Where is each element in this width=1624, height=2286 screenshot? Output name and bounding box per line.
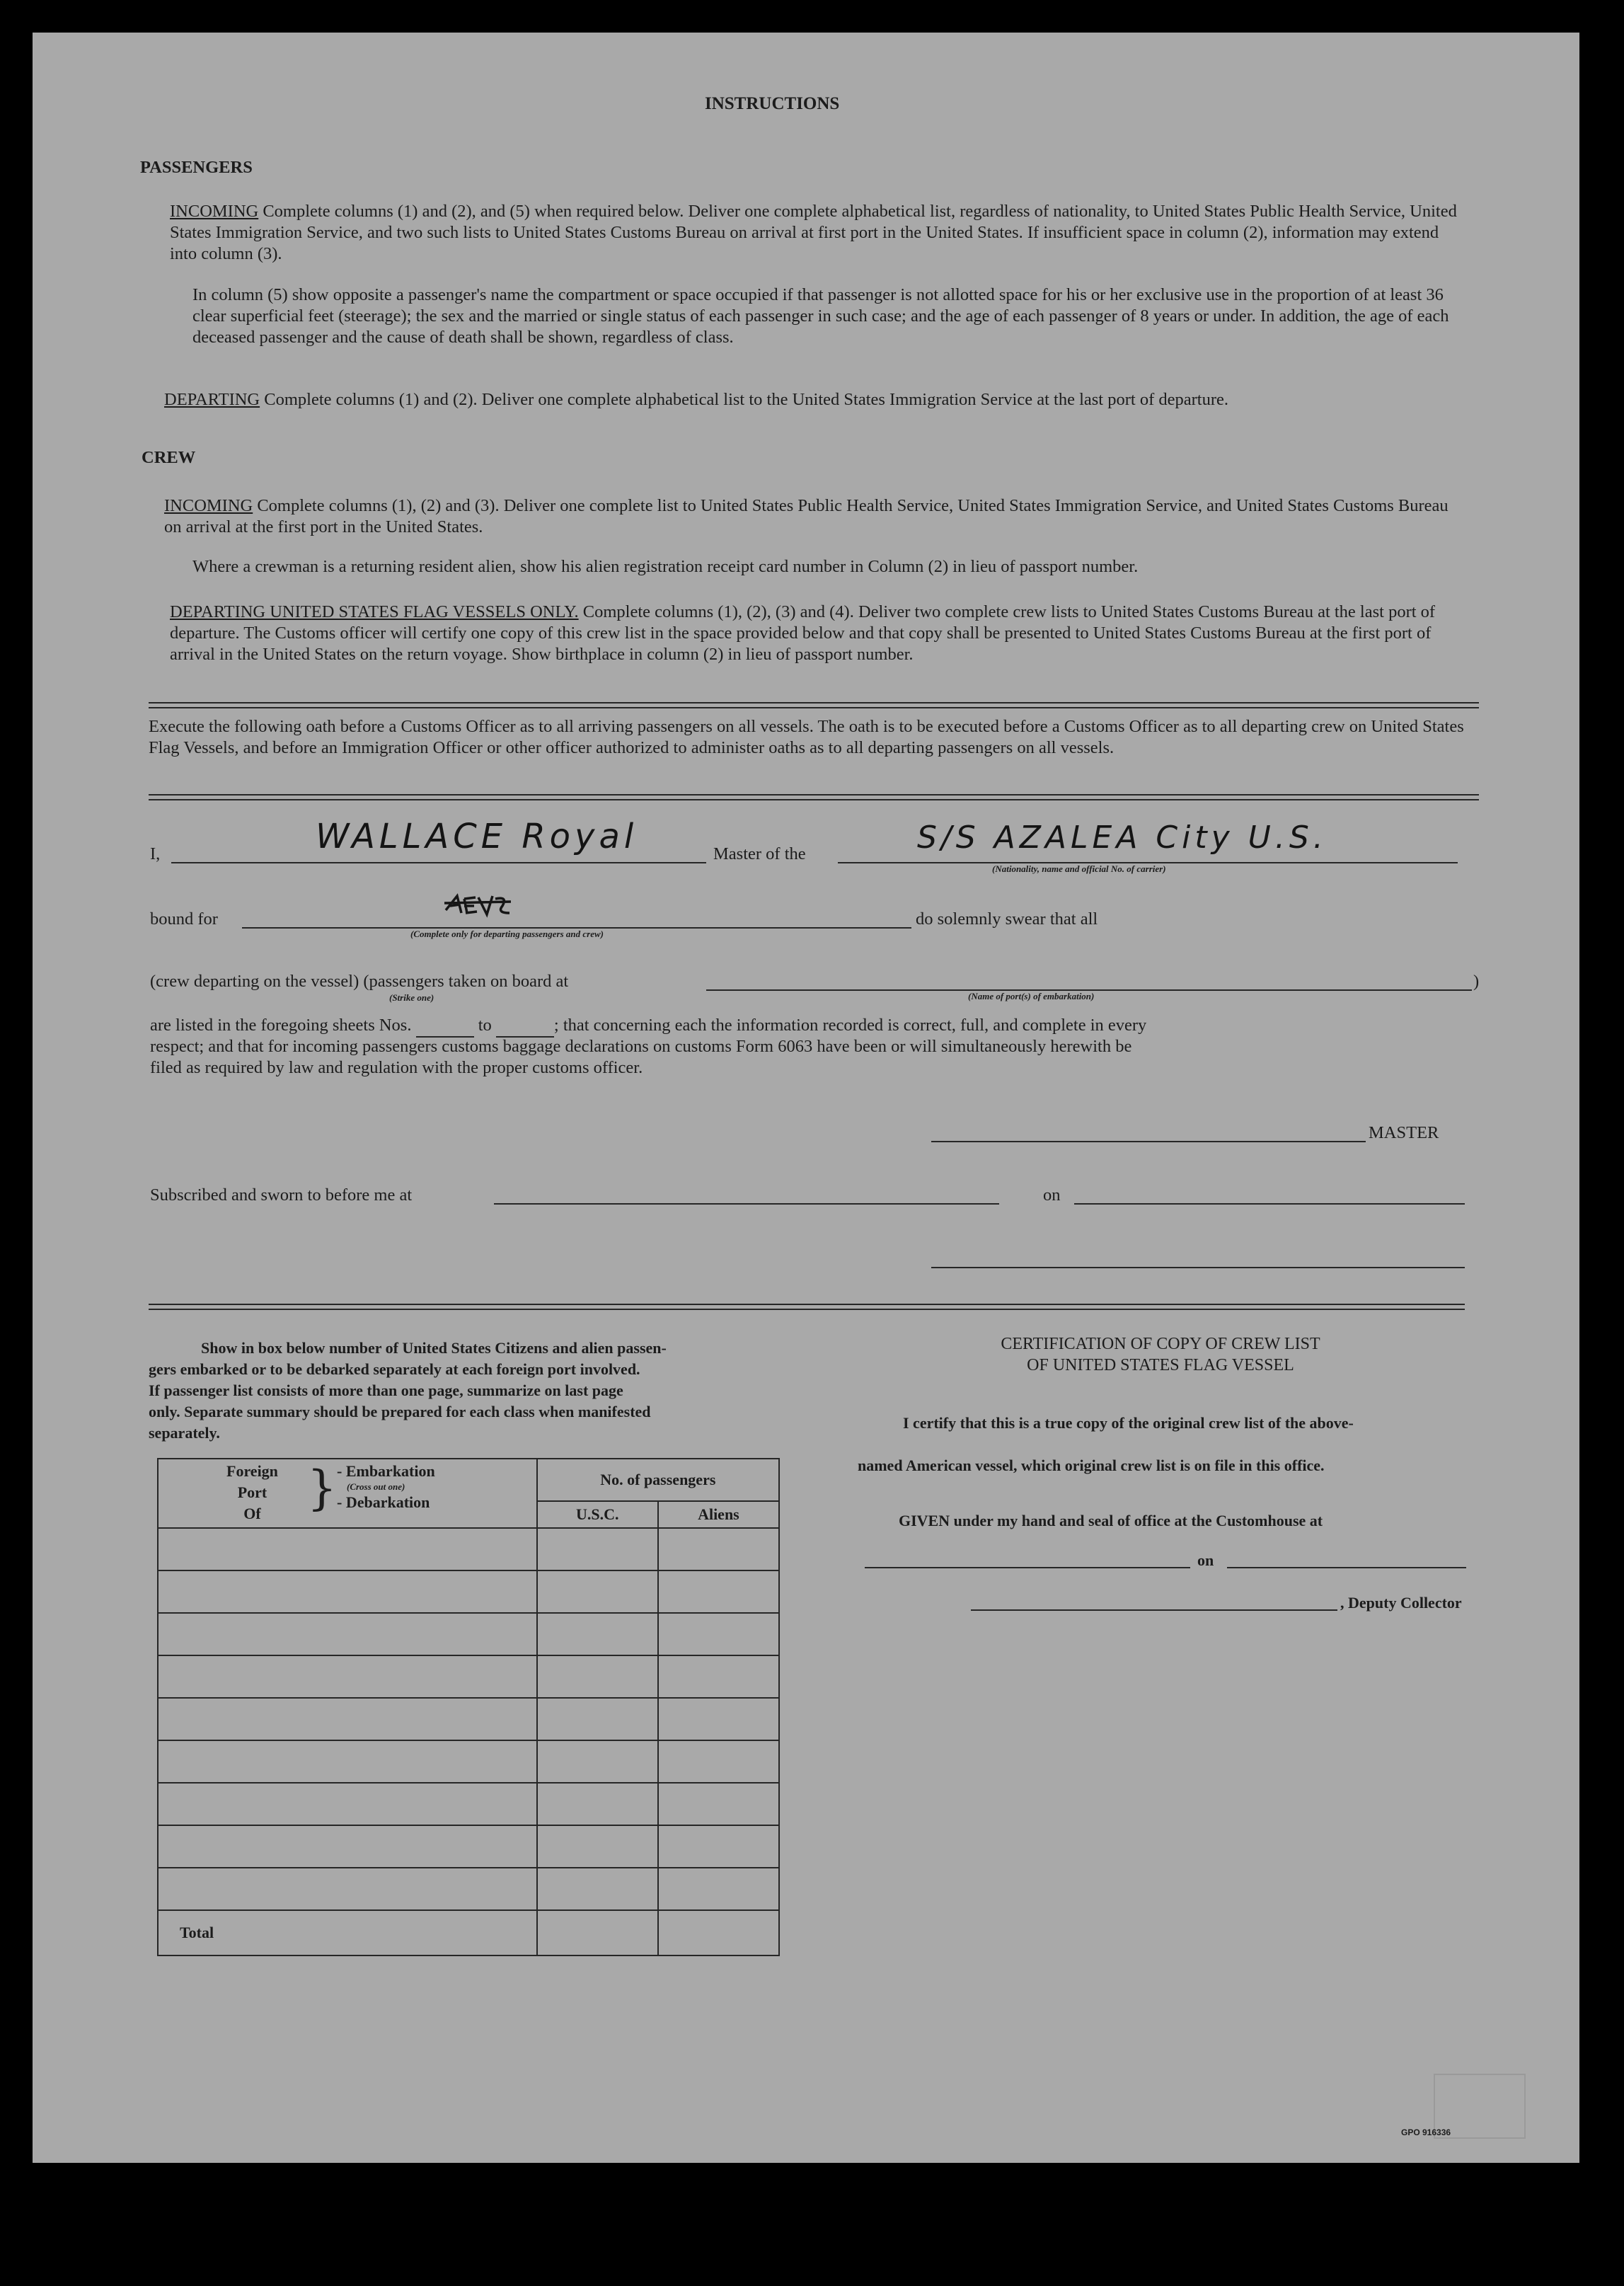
certification-date-line	[1227, 1567, 1466, 1568]
document-page	[33, 33, 1579, 2163]
section-divider	[149, 1304, 1465, 1310]
subscribed-on-label: on	[1043, 1185, 1061, 1205]
table-row	[158, 1655, 779, 1698]
passengers-incoming-section	[170, 201, 1458, 265]
vessel-caption: (Nationality, name and official No. of carrier)	[992, 863, 1166, 874]
oath-intro: Execute the following oath before a Customs Officer as to all arriving passengers on all vessels. The oath is to be executed before a Customs Officer as to all departing crew on United States Flag Vessels, and before an Immigration Officer or other officer authorized to administer oaths as to all departing passengers on all vessels.	[149, 717, 1464, 757]
oath-i-label: I,	[150, 844, 161, 863]
table-row	[158, 1868, 779, 1910]
passengers-incoming-text: Complete columns (1) and (2), and (5) when required below. Deliver one complete alphabetical list, regardless of nationality, to United States Public Health Service, United States Immigration Service, and two such lists to United States Customs Bureau on arrival at first port in the United States. If insufficient space in column (2), information may extend into column (3).	[170, 202, 1457, 263]
summary-note-line: If passenger list consists of more than one page, summarize on last page	[149, 1382, 623, 1399]
port-label: Port	[237, 1483, 267, 1501]
close-paren: )	[1473, 972, 1480, 991]
certification-line2: named American vessel, which original crew list is on file in this office.	[858, 1457, 1325, 1474]
certification-line1: I certify that this is a true copy of the original crew list of the above-	[903, 1414, 1354, 1432]
customhouse-line	[865, 1567, 1190, 1568]
foreign-port-header	[158, 1459, 537, 1528]
summary-note-line: gers embarked or to be debarked separately at each foreign port involved.	[149, 1360, 640, 1378]
debarkation-label: - Debarkation	[337, 1493, 430, 1511]
crew-incoming-para2: Where a crewman is a returning resident alien, show his alien registration receipt card number in Column (2) in lieu of passport number.	[192, 557, 1139, 576]
passengers-departing-label: DEPARTING	[164, 390, 260, 409]
officer-signature-line	[931, 1267, 1465, 1268]
deputy-signature-line	[971, 1609, 1337, 1611]
crew-incoming-section	[164, 495, 1459, 538]
cross-out-caption: (Cross out one)	[347, 1481, 405, 1492]
certification-title-line2: OF UNITED STATES FLAG VESSEL	[1027, 1356, 1294, 1374]
table-row	[158, 1698, 779, 1740]
subscribed-date-line	[1074, 1203, 1465, 1205]
master-name-line	[171, 862, 706, 863]
section-divider	[149, 702, 1479, 708]
page-title: INSTRUCTIONS	[705, 94, 840, 113]
table-row	[158, 1613, 779, 1655]
listed-text2: ; that concerning each the information recorded is correct, full, and complete in every	[553, 1016, 1147, 1035]
listed-line-1	[150, 1015, 1146, 1038]
crew-departing-label: DEPARTING UNITED STATES FLAG VESSELS ONLY.	[170, 602, 579, 621]
passengers-departing-text: Complete columns (1) and (2). Deliver one complete alphabetical list to the United States Immigration Service at the last port of departure.	[264, 390, 1228, 409]
certification-title-line1: CERTIFICATION OF COPY OF CREW LIST	[1001, 1335, 1320, 1353]
passengers-incoming-label: INCOMING	[170, 202, 259, 221]
master-name-handwritten: WALLACE Royal	[316, 817, 638, 856]
table-row	[158, 1740, 779, 1783]
master-label: MASTER	[1369, 1123, 1439, 1142]
crew-incoming-text: Complete columns (1), (2) and (3). Deliver one complete list to United States Public Health Service, United States Immigration Service, and United States Customs Bureau on arrival at the first port in the United States.	[164, 496, 1449, 536]
table-row	[158, 1783, 779, 1825]
master-signature-line	[931, 1141, 1366, 1142]
usc-header: U.S.C.	[537, 1501, 658, 1528]
aliens-header: Aliens	[658, 1501, 779, 1528]
crew-heading: CREW	[142, 448, 196, 467]
master-of-label: Master of the	[713, 844, 806, 863]
summary-note-line: only. Separate summary should be prepared for each class when manifested	[149, 1403, 651, 1420]
foreign-label: Foreign	[226, 1462, 278, 1480]
footer-code: GPO 916336	[1401, 2127, 1451, 2137]
summary-note	[149, 1338, 817, 1444]
total-label: Total	[158, 1910, 537, 1955]
passengers-incoming-para2: In column (5) show opposite a passenger's name the compartment or space occupied if that passenger is not allotted space for his or her exclusive use in the proportion of at least 36 clear superficial feet (steerage); the sex and the married or single status of each passenger in such case; and the age of each passenger of 8 years or under. In addition, the age of each deceased passenger and the cause of death shall be shown, regardless of class.	[192, 285, 1449, 347]
summary-note-line: separately.	[149, 1424, 220, 1442]
bound-caption: (Complete only for departing passengers and crew)	[410, 929, 604, 939]
sheet-to-blank	[496, 1015, 554, 1038]
certification-on-label: on	[1197, 1551, 1214, 1569]
certification-title	[856, 1333, 1465, 1376]
sheet-from-blank	[416, 1015, 474, 1038]
listed-line-3: respect; and that for incoming passengers customs baggage declarations on customs Form 6063 have been or will simultaneously herewith be	[150, 1037, 1132, 1056]
crew-departing-text: Complete columns (1), (2), (3) and (4). Deliver two complete crew lists to United States Customs Bureau at the last port of departure. The Customs officer will certify one copy of this crew list in the space provided below and that copy shall be presented to United States Customs Bureau at the first port of arrival in the United States on the return voyage. Show birthplace in column (2) in lieu of passport number.	[170, 602, 1436, 664]
total-row	[158, 1910, 779, 1955]
port-caption: (Name of port(s) of embarkation)	[968, 991, 1095, 1001]
table-row	[158, 1528, 779, 1570]
section-divider	[149, 794, 1479, 800]
bound-for-label: bound for	[150, 909, 218, 929]
bound-for-scribble	[443, 889, 512, 921]
passengers-departing-section	[164, 389, 1459, 410]
summary-note-line: Show in box below number of United States Citizens and alien passen-	[201, 1339, 667, 1357]
strike-caption: (Strike one)	[389, 992, 434, 1003]
vessel-handwritten: S/S AZALEA City U.S.	[917, 820, 1328, 856]
swear-label: do solemnly swear that all	[916, 909, 1098, 929]
deputy-collector-label: , Deputy Collector	[1340, 1594, 1462, 1612]
listed-line-4: filed as required by law and regulation with the proper customs officer.	[150, 1058, 643, 1077]
passenger-summary-table	[157, 1458, 780, 1956]
subscribed-place-line	[494, 1203, 999, 1205]
certification-line3: GIVEN under my hand and seal of office at the Customhouse at	[899, 1512, 1323, 1529]
table-row	[158, 1570, 779, 1613]
to-label: to	[478, 1016, 492, 1035]
table-row	[158, 1825, 779, 1868]
no-of-passengers-header: No. of passengers	[537, 1459, 779, 1501]
crew-departing-text: (crew departing on the vessel) (passengers taken on board at	[150, 972, 569, 991]
of-label: Of	[243, 1505, 261, 1522]
embarkation-label: - Embarkation	[337, 1462, 435, 1480]
passengers-heading: PASSENGERS	[140, 158, 253, 177]
brace-icon: }	[307, 1461, 337, 1515]
crew-departing-section	[170, 602, 1458, 665]
listed-text: are listed in the foregoing sheets Nos.	[150, 1016, 412, 1035]
subscribed-label: Subscribed and sworn to before me at	[150, 1185, 413, 1205]
crew-incoming-label: INCOMING	[164, 496, 253, 515]
